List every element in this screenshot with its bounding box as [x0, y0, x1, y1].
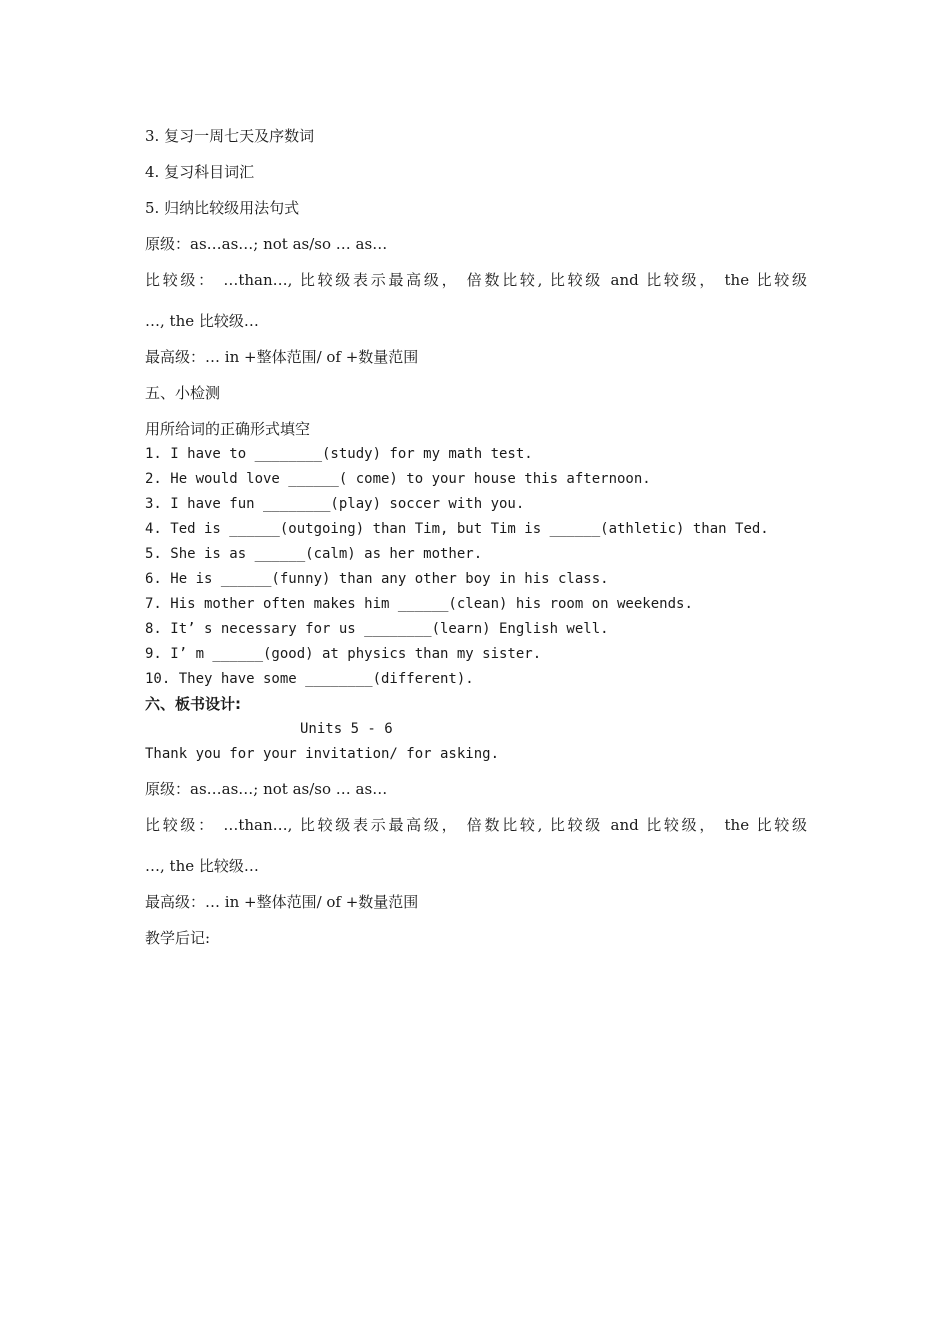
quiz-item: 3. I have fun ________(play) soccer with you.	[145, 496, 525, 512]
quiz-heading: 五、小检测	[145, 384, 221, 402]
review-item-3: 3. 复习一周七天及序数词	[145, 127, 315, 145]
quiz-item: 5. She is as ______(calm) as her mother.	[145, 546, 483, 562]
positive-degree-rule: 原级：as…as…; not as/so … as…	[145, 235, 388, 253]
quiz-instruction: 用所给词的正确形式填空	[145, 420, 311, 438]
comparative-rule-line-2: …, the 比较级…	[145, 312, 259, 330]
quiz-item: 7. His mother often makes him ______(clean) his room on weekends.	[145, 596, 693, 612]
quiz-item: 8. It’ s necessary for us ________(learn) English well.	[145, 621, 609, 637]
board-positive-rule: 原级：as…as…; not as/so … as…	[145, 780, 388, 798]
board-superlative-rule: 最高级：… in +整体范围/ of +数量范围	[145, 893, 419, 911]
review-item-4: 4. 复习科目词汇	[145, 163, 255, 181]
superlative-rule: 最高级：… in +整体范围/ of +数量范围	[145, 348, 419, 366]
board-comparative-line-2: …, the 比较级…	[145, 857, 259, 875]
comparative-rule-line-1: 比较级： …than…, 比较级表示最高级， 倍数比较, 比较级 and 比较级， the 比较级	[145, 271, 807, 289]
board-design-heading: 六、板书设计:	[145, 695, 241, 713]
board-title: Units 5 - 6	[300, 721, 393, 737]
quiz-item: 6. He is ______(funny) than any other boy in his class.	[145, 571, 609, 587]
quiz-item: 1. I have to ________(study) for my math test.	[145, 446, 533, 462]
board-comparative-line-1: 比较级： …than…, 比较级表示最高级， 倍数比较, 比较级 and 比较级， the 比较级	[145, 816, 807, 834]
review-item-5: 5. 归纳比较级用法句式	[145, 199, 300, 217]
quiz-item: 4. Ted is ______(outgoing) than Tim, but Tim is ______(athletic) than Ted.	[145, 521, 769, 537]
quiz-item: 2. He would love ______( come) to your house this afternoon.	[145, 471, 651, 487]
quiz-item: 9. I’ m ______(good) at physics than my sister.	[145, 646, 542, 662]
board-thanks-line: Thank you for your invitation/ for asking.	[145, 746, 500, 762]
quiz-item: 10. They have some ________(different).	[145, 671, 474, 687]
teaching-notes-label: 教学后记:	[145, 929, 211, 947]
